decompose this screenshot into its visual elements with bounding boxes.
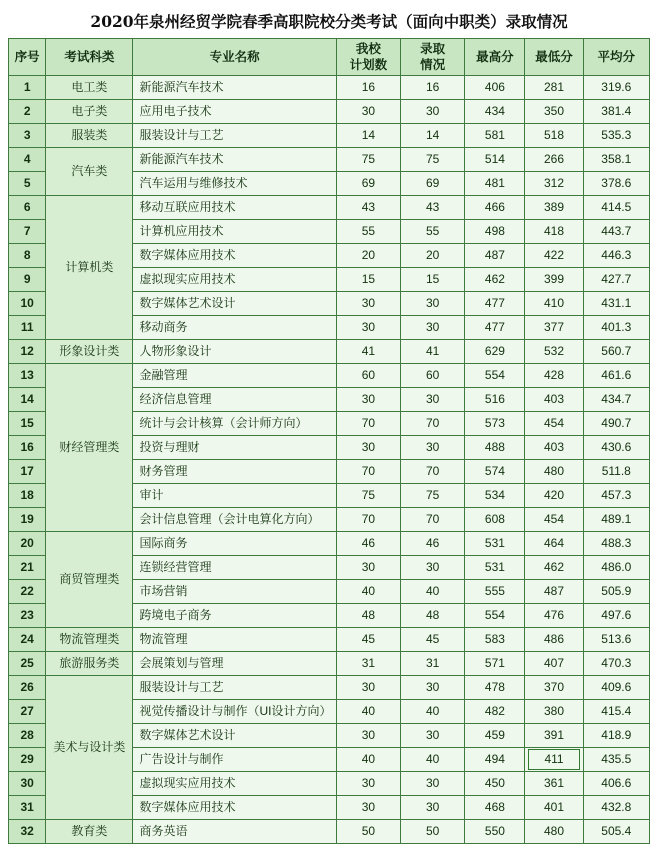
cell-min: 266 xyxy=(525,148,583,172)
cell-plan: 75 xyxy=(336,484,400,508)
cell-major: 虚拟现实应用技术 xyxy=(133,268,336,292)
cell-min: 518 xyxy=(525,124,583,148)
cell-admit: 70 xyxy=(401,460,465,484)
cell-admit: 30 xyxy=(401,772,465,796)
cell-avg: 470.3 xyxy=(583,652,649,676)
cell-max: 488 xyxy=(465,436,525,460)
cell-plan: 69 xyxy=(336,172,400,196)
cell-index: 20 xyxy=(9,532,46,556)
cell-admit: 16 xyxy=(401,76,465,100)
cell-max: 550 xyxy=(465,820,525,844)
cell-admit: 41 xyxy=(401,340,465,364)
cell-avg: 457.3 xyxy=(583,484,649,508)
cell-min: 391 xyxy=(525,724,583,748)
cell-category: 财经管理类 xyxy=(46,364,133,532)
cell-max: 554 xyxy=(465,604,525,628)
cell-admit: 30 xyxy=(401,436,465,460)
cell-admit: 15 xyxy=(401,268,465,292)
cell-plan: 41 xyxy=(336,340,400,364)
table-row xyxy=(9,148,650,172)
cell-min: 377 xyxy=(525,316,583,340)
cell-admit: 30 xyxy=(401,100,465,124)
cell-plan: 30 xyxy=(336,292,400,316)
cell-category: 教育类 xyxy=(46,820,133,844)
cell-max: 450 xyxy=(465,772,525,796)
cell-major: 移动商务 xyxy=(133,316,336,340)
cell-avg: 461.6 xyxy=(583,364,649,388)
cell-major: 新能源汽车技术 xyxy=(133,76,336,100)
cell-plan: 15 xyxy=(336,268,400,292)
cell-avg: 434.7 xyxy=(583,388,649,412)
cell-avg: 535.3 xyxy=(583,124,649,148)
cell-index: 24 xyxy=(9,628,46,652)
cell-max: 571 xyxy=(465,652,525,676)
cell-major: 国际商务 xyxy=(133,532,336,556)
cell-major: 市场营销 xyxy=(133,580,336,604)
cell-major: 连锁经营管理 xyxy=(133,556,336,580)
cell-max: 487 xyxy=(465,244,525,268)
cell-index: 21 xyxy=(9,556,46,580)
cell-min: 464 xyxy=(525,532,583,556)
cell-avg: 486.0 xyxy=(583,556,649,580)
cell-min: 403 xyxy=(525,436,583,460)
col-header-plan-line1: 我校 xyxy=(355,42,381,56)
cell-admit: 43 xyxy=(401,196,465,220)
cell-admit: 50 xyxy=(401,820,465,844)
cell-major: 虚拟现实应用技术 xyxy=(133,772,336,796)
cell-plan: 31 xyxy=(336,652,400,676)
table-row xyxy=(9,100,650,124)
header-row xyxy=(9,39,650,76)
cell-index: 25 xyxy=(9,652,46,676)
cell-min: 410 xyxy=(525,292,583,316)
cell-avg: 415.4 xyxy=(583,700,649,724)
cell-max: 574 xyxy=(465,460,525,484)
cell-admit: 46 xyxy=(401,532,465,556)
cell-category: 美术与设计类 xyxy=(46,676,133,820)
cell-min: 487 xyxy=(525,580,583,604)
cell-plan: 30 xyxy=(336,556,400,580)
cell-min: 403 xyxy=(525,388,583,412)
cell-major: 审计 xyxy=(133,484,336,508)
table-row xyxy=(9,196,650,220)
cell-min: 380 xyxy=(525,700,583,724)
cell-max: 462 xyxy=(465,268,525,292)
cell-admit: 30 xyxy=(401,724,465,748)
cell-index: 10 xyxy=(9,292,46,316)
table-row xyxy=(9,124,650,148)
cell-max: 531 xyxy=(465,556,525,580)
cell-min: 401 xyxy=(525,796,583,820)
col-header-avg: 平均分 xyxy=(583,39,649,76)
cell-min: 480 xyxy=(525,820,583,844)
table-row xyxy=(9,628,650,652)
cell-avg: 430.6 xyxy=(583,436,649,460)
cell-admit: 14 xyxy=(401,124,465,148)
cell-plan: 40 xyxy=(336,580,400,604)
cell-max: 434 xyxy=(465,100,525,124)
cell-max: 481 xyxy=(465,172,525,196)
table-row xyxy=(9,820,650,844)
cell-major: 新能源汽车技术 xyxy=(133,148,336,172)
cell-index: 32 xyxy=(9,820,46,844)
cell-major: 会计信息管理（会计电算化方向） xyxy=(133,508,336,532)
cell-index: 17 xyxy=(9,460,46,484)
table-row xyxy=(9,676,650,700)
cell-min: 428 xyxy=(525,364,583,388)
cell-avg: 378.6 xyxy=(583,172,649,196)
cell-avg: 497.6 xyxy=(583,604,649,628)
cell-min: 454 xyxy=(525,412,583,436)
cell-major: 广告设计与制作 xyxy=(133,748,336,772)
cell-min: 361 xyxy=(525,772,583,796)
cell-max: 498 xyxy=(465,220,525,244)
cell-category: 服装类 xyxy=(46,124,133,148)
cell-plan: 30 xyxy=(336,100,400,124)
col-header-admit-line2: 情况 xyxy=(420,58,446,72)
cell-major: 数字媒体艺术设计 xyxy=(133,292,336,316)
cell-max: 583 xyxy=(465,628,525,652)
cell-index: 29 xyxy=(9,748,46,772)
cell-major: 人物形象设计 xyxy=(133,340,336,364)
cell-plan: 75 xyxy=(336,148,400,172)
cell-admit: 30 xyxy=(401,796,465,820)
cell-index: 19 xyxy=(9,508,46,532)
cell-min: 420 xyxy=(525,484,583,508)
cell-category: 形象设计类 xyxy=(46,340,133,364)
col-header-plan-line2: 计划数 xyxy=(349,58,388,72)
cell-plan: 30 xyxy=(336,772,400,796)
cell-avg: 505.9 xyxy=(583,580,649,604)
cell-max: 629 xyxy=(465,340,525,364)
cell-admit: 70 xyxy=(401,412,465,436)
cell-admit: 70 xyxy=(401,508,465,532)
cell-min: 454 xyxy=(525,508,583,532)
table-header xyxy=(9,39,650,76)
cell-plan: 50 xyxy=(336,820,400,844)
cell-max: 459 xyxy=(465,724,525,748)
cell-max: 554 xyxy=(465,364,525,388)
cell-major: 财务管理 xyxy=(133,460,336,484)
cell-admit: 69 xyxy=(401,172,465,196)
cell-major: 经济信息管理 xyxy=(133,388,336,412)
cell-index: 2 xyxy=(9,100,46,124)
cell-avg: 414.5 xyxy=(583,196,649,220)
cell-index: 9 xyxy=(9,268,46,292)
cell-index: 27 xyxy=(9,700,46,724)
cell-index: 14 xyxy=(9,388,46,412)
col-header-max: 最高分 xyxy=(465,39,525,76)
cell-avg: 431.1 xyxy=(583,292,649,316)
cell-plan: 30 xyxy=(336,316,400,340)
cell-min: 399 xyxy=(525,268,583,292)
cell-major: 汽车运用与维修技术 xyxy=(133,172,336,196)
cell-max: 477 xyxy=(465,292,525,316)
cell-category: 商贸管理类 xyxy=(46,532,133,628)
cell-min: 462 xyxy=(525,556,583,580)
cell-avg: 432.8 xyxy=(583,796,649,820)
cell-major: 移动互联应用技术 xyxy=(133,196,336,220)
cell-plan: 43 xyxy=(336,196,400,220)
cell-min: 476 xyxy=(525,604,583,628)
cell-index: 5 xyxy=(9,172,46,196)
cell-min: 411 xyxy=(525,748,583,772)
cell-max: 531 xyxy=(465,532,525,556)
col-header-min: 最低分 xyxy=(525,39,583,76)
cell-major: 服装设计与工艺 xyxy=(133,124,336,148)
cell-min: 422 xyxy=(525,244,583,268)
cell-avg: 489.1 xyxy=(583,508,649,532)
cell-index: 31 xyxy=(9,796,46,820)
highlight-box xyxy=(528,749,579,770)
cell-admit: 40 xyxy=(401,580,465,604)
table-body xyxy=(9,76,650,844)
cell-min: 312 xyxy=(525,172,583,196)
col-header-major: 专业名称 xyxy=(133,39,336,76)
cell-plan: 46 xyxy=(336,532,400,556)
cell-plan: 40 xyxy=(336,748,400,772)
cell-max: 477 xyxy=(465,316,525,340)
cell-avg: 381.4 xyxy=(583,100,649,124)
cell-index: 6 xyxy=(9,196,46,220)
cell-major: 数字媒体应用技术 xyxy=(133,244,336,268)
cell-min: 350 xyxy=(525,100,583,124)
col-header-category: 考试科类 xyxy=(46,39,133,76)
cell-max: 516 xyxy=(465,388,525,412)
cell-admit: 60 xyxy=(401,364,465,388)
cell-min: 281 xyxy=(525,76,583,100)
cell-avg: 505.4 xyxy=(583,820,649,844)
cell-plan: 70 xyxy=(336,460,400,484)
cell-avg: 406.6 xyxy=(583,772,649,796)
cell-index: 23 xyxy=(9,604,46,628)
cell-index: 28 xyxy=(9,724,46,748)
cell-index: 30 xyxy=(9,772,46,796)
cell-major: 商务英语 xyxy=(133,820,336,844)
cell-avg: 427.7 xyxy=(583,268,649,292)
cell-plan: 30 xyxy=(336,796,400,820)
cell-min: 532 xyxy=(525,340,583,364)
cell-major: 视觉传播设计与制作（UI设计方向） xyxy=(133,700,336,724)
cell-index: 11 xyxy=(9,316,46,340)
cell-category: 电工类 xyxy=(46,76,133,100)
cell-min: 370 xyxy=(525,676,583,700)
cell-admit: 30 xyxy=(401,292,465,316)
cell-max: 555 xyxy=(465,580,525,604)
cell-admit: 48 xyxy=(401,604,465,628)
cell-plan: 45 xyxy=(336,628,400,652)
cell-plan: 30 xyxy=(336,388,400,412)
cell-plan: 70 xyxy=(336,412,400,436)
cell-min: 480 xyxy=(525,460,583,484)
table-row xyxy=(9,532,650,556)
cell-index: 16 xyxy=(9,436,46,460)
cell-avg: 488.3 xyxy=(583,532,649,556)
col-header-plan xyxy=(336,39,400,76)
cell-index: 1 xyxy=(9,76,46,100)
cell-admit: 75 xyxy=(401,484,465,508)
cell-admit: 40 xyxy=(401,748,465,772)
cell-index: 22 xyxy=(9,580,46,604)
cell-admit: 30 xyxy=(401,388,465,412)
cell-index: 7 xyxy=(9,220,46,244)
cell-avg: 560.7 xyxy=(583,340,649,364)
cell-admit: 30 xyxy=(401,556,465,580)
cell-major: 服装设计与工艺 xyxy=(133,676,336,700)
cell-plan: 60 xyxy=(336,364,400,388)
cell-index: 18 xyxy=(9,484,46,508)
cell-admit: 30 xyxy=(401,316,465,340)
cell-plan: 55 xyxy=(336,220,400,244)
table-row xyxy=(9,340,650,364)
col-header-admit xyxy=(401,39,465,76)
cell-avg: 409.6 xyxy=(583,676,649,700)
page-title: 2020年泉州经贸学院春季高职院校分类考试（面向中职类）录取情况 xyxy=(90,12,568,31)
cell-admit: 31 xyxy=(401,652,465,676)
cell-avg: 443.7 xyxy=(583,220,649,244)
cell-index: 26 xyxy=(9,676,46,700)
cell-avg: 358.1 xyxy=(583,148,649,172)
cell-plan: 16 xyxy=(336,76,400,100)
cell-max: 534 xyxy=(465,484,525,508)
cell-admit: 45 xyxy=(401,628,465,652)
col-header-admit-line1: 录取 xyxy=(420,42,446,56)
cell-index: 8 xyxy=(9,244,46,268)
cell-major: 金融管理 xyxy=(133,364,336,388)
col-header-index: 序号 xyxy=(9,39,46,76)
cell-avg: 435.5 xyxy=(583,748,649,772)
cell-category: 计算机类 xyxy=(46,196,133,340)
cell-index: 12 xyxy=(9,340,46,364)
cell-min: 418 xyxy=(525,220,583,244)
cell-admit: 20 xyxy=(401,244,465,268)
cell-max: 573 xyxy=(465,412,525,436)
cell-max: 482 xyxy=(465,700,525,724)
cell-admit: 55 xyxy=(401,220,465,244)
cell-avg: 511.8 xyxy=(583,460,649,484)
cell-max: 494 xyxy=(465,748,525,772)
cell-category: 汽车类 xyxy=(46,148,133,196)
cell-max: 466 xyxy=(465,196,525,220)
cell-avg: 490.7 xyxy=(583,412,649,436)
cell-major: 应用电子技术 xyxy=(133,100,336,124)
cell-max: 478 xyxy=(465,676,525,700)
cell-index: 4 xyxy=(9,148,46,172)
cell-avg: 513.6 xyxy=(583,628,649,652)
cell-plan: 14 xyxy=(336,124,400,148)
cell-plan: 30 xyxy=(336,676,400,700)
cell-plan: 40 xyxy=(336,700,400,724)
cell-plan: 30 xyxy=(336,724,400,748)
cell-min: 486 xyxy=(525,628,583,652)
cell-max: 608 xyxy=(465,508,525,532)
cell-major: 计算机应用技术 xyxy=(133,220,336,244)
cell-plan: 30 xyxy=(336,436,400,460)
cell-major: 统计与会计核算（会计师方向） xyxy=(133,412,336,436)
table-row xyxy=(9,364,650,388)
cell-major: 会展策划与管理 xyxy=(133,652,336,676)
cell-min: 389 xyxy=(525,196,583,220)
cell-max: 406 xyxy=(465,76,525,100)
cell-category: 物流管理类 xyxy=(46,628,133,652)
cell-index: 3 xyxy=(9,124,46,148)
cell-major: 数字媒体应用技术 xyxy=(133,796,336,820)
cell-min: 407 xyxy=(525,652,583,676)
cell-major: 物流管理 xyxy=(133,628,336,652)
admission-table xyxy=(8,38,650,844)
cell-admit: 75 xyxy=(401,148,465,172)
cell-max: 468 xyxy=(465,796,525,820)
cell-max: 514 xyxy=(465,148,525,172)
cell-avg: 401.3 xyxy=(583,316,649,340)
cell-index: 13 xyxy=(9,364,46,388)
cell-plan: 70 xyxy=(336,508,400,532)
cell-admit: 40 xyxy=(401,700,465,724)
cell-index: 15 xyxy=(9,412,46,436)
cell-plan: 48 xyxy=(336,604,400,628)
cell-max: 581 xyxy=(465,124,525,148)
cell-major: 数字媒体艺术设计 xyxy=(133,724,336,748)
table-row xyxy=(9,652,650,676)
cell-avg: 418.9 xyxy=(583,724,649,748)
cell-category: 电子类 xyxy=(46,100,133,124)
cell-avg: 446.3 xyxy=(583,244,649,268)
cell-admit: 30 xyxy=(401,676,465,700)
cell-avg: 319.6 xyxy=(583,76,649,100)
cell-major: 投资与理财 xyxy=(133,436,336,460)
cell-major: 跨境电子商务 xyxy=(133,604,336,628)
table-row xyxy=(9,76,650,100)
cell-plan: 20 xyxy=(336,244,400,268)
cell-category: 旅游服务类 xyxy=(46,652,133,676)
